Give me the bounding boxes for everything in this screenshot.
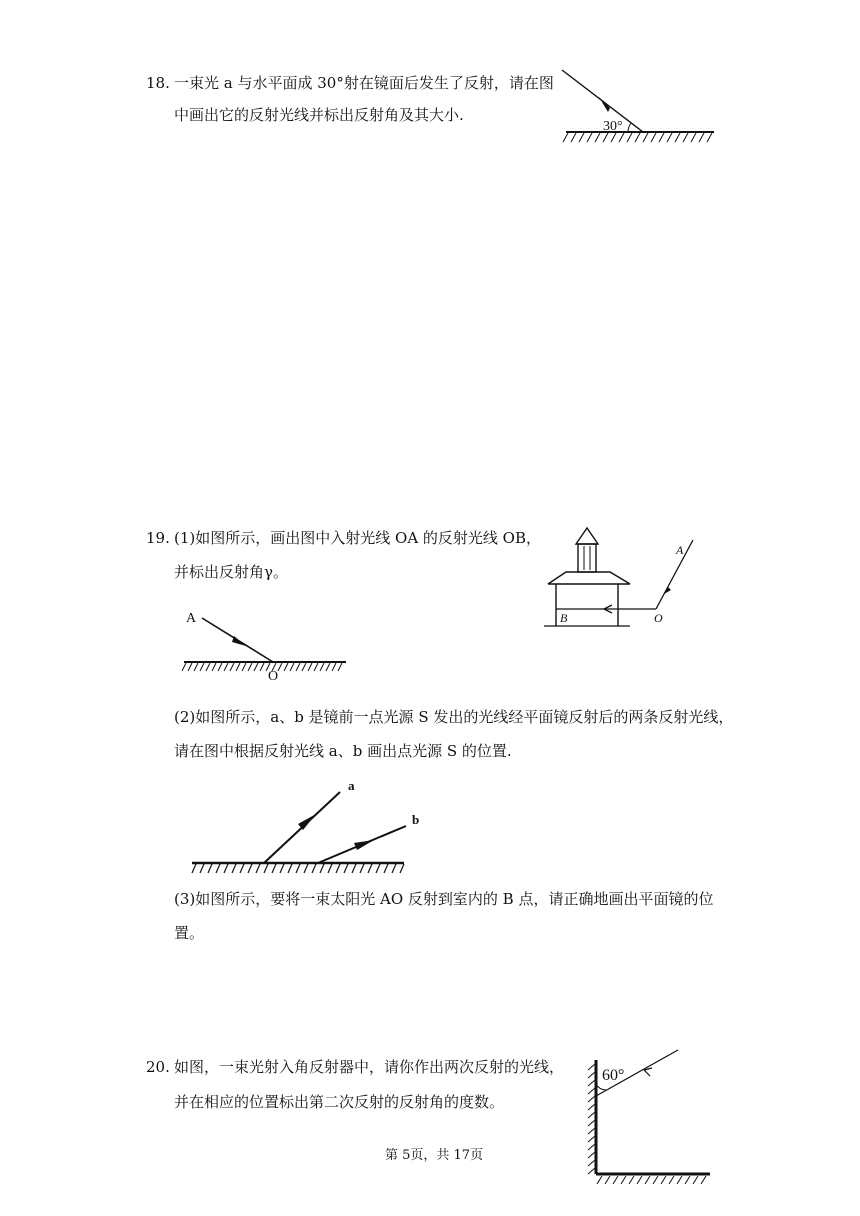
q19-part1-label-A: A [186, 611, 197, 626]
q20-horizontal-hatching [597, 1176, 706, 1184]
q20-ray-arrowhead [644, 1068, 652, 1076]
q19-part2-line2: 请在图中根据反射光线 a、b 画出点光源 S 的位置. [174, 742, 512, 760]
q19-part1-line2: 并标出反射角γ。 [174, 563, 288, 581]
q19-part3-line1: (3)如图所示，要将一束太阳光 AO 反射到室内的 B 点，请正确地画出平面镜的位 [174, 890, 714, 908]
q19-part2-mirror-hatching [192, 864, 404, 873]
q19-part3-label-A: A [676, 543, 684, 557]
q18-text-line2: 中画出它的反射光线并标出反射角及其大小. [174, 106, 464, 124]
q19-part1-arrowhead [232, 636, 246, 646]
q18-mirror-hatching [563, 133, 712, 142]
q19-part3-line2: 置。 [174, 924, 205, 942]
house-spire [576, 528, 598, 544]
q19-part3-label-O: O [654, 611, 663, 625]
q18-angle-label: 30° [603, 119, 623, 134]
q18-text-line1: 一束光 a 与水平面成 30°射在镜面后发生了反射，请在图 [174, 74, 554, 92]
q19-part2-label-a: a [348, 778, 355, 793]
q18-ray-arrowhead [599, 97, 610, 112]
q19-part1-label-O: O [268, 669, 279, 684]
q19-part3-house-figure [540, 520, 710, 632]
q20-angle-label: 60° [602, 1067, 625, 1084]
q19-part2-arrowhead-b [354, 840, 374, 850]
q19-part2-figure [190, 776, 420, 878]
q19-part1-figure [180, 604, 350, 684]
q19-part1-line1: (1)如图所示，画出图中入射光线 OA 的反射光线 OB， [174, 529, 542, 547]
q20-corner-reflector-figure [580, 1046, 716, 1188]
q19-part2-label-b: b [412, 812, 420, 827]
q18-number: 18. [146, 74, 170, 92]
page-footer: 第 5页，共 17页 [385, 1148, 484, 1163]
q18-mirror-figure [560, 64, 720, 148]
q19-part3-label-B: B [560, 611, 568, 625]
q20-vertical-hatching [588, 1064, 595, 1174]
q20-text-line2: 并在相应的位置标出第二次反射的反射角的度数。 [174, 1093, 505, 1111]
q18-angle-arc [628, 123, 631, 132]
house-roof [548, 572, 630, 584]
q19-part1-mirror-hatching [182, 663, 342, 671]
house-tower [578, 544, 596, 572]
q19-part3-incoming-arrowhead [664, 587, 671, 594]
q19-part2-line1: (2)如图所示，a、b 是镜前一点光源 S 发出的光线经平面镜反射后的两条反射光线， [174, 708, 734, 726]
q19-part3-incoming-ray [656, 540, 693, 609]
q20-text-line1: 如图，一束光射入角反射器中，请你作出两次反射的光线， [174, 1058, 565, 1076]
q19-number: 19. [146, 529, 170, 547]
q20-number: 20. [146, 1058, 170, 1076]
